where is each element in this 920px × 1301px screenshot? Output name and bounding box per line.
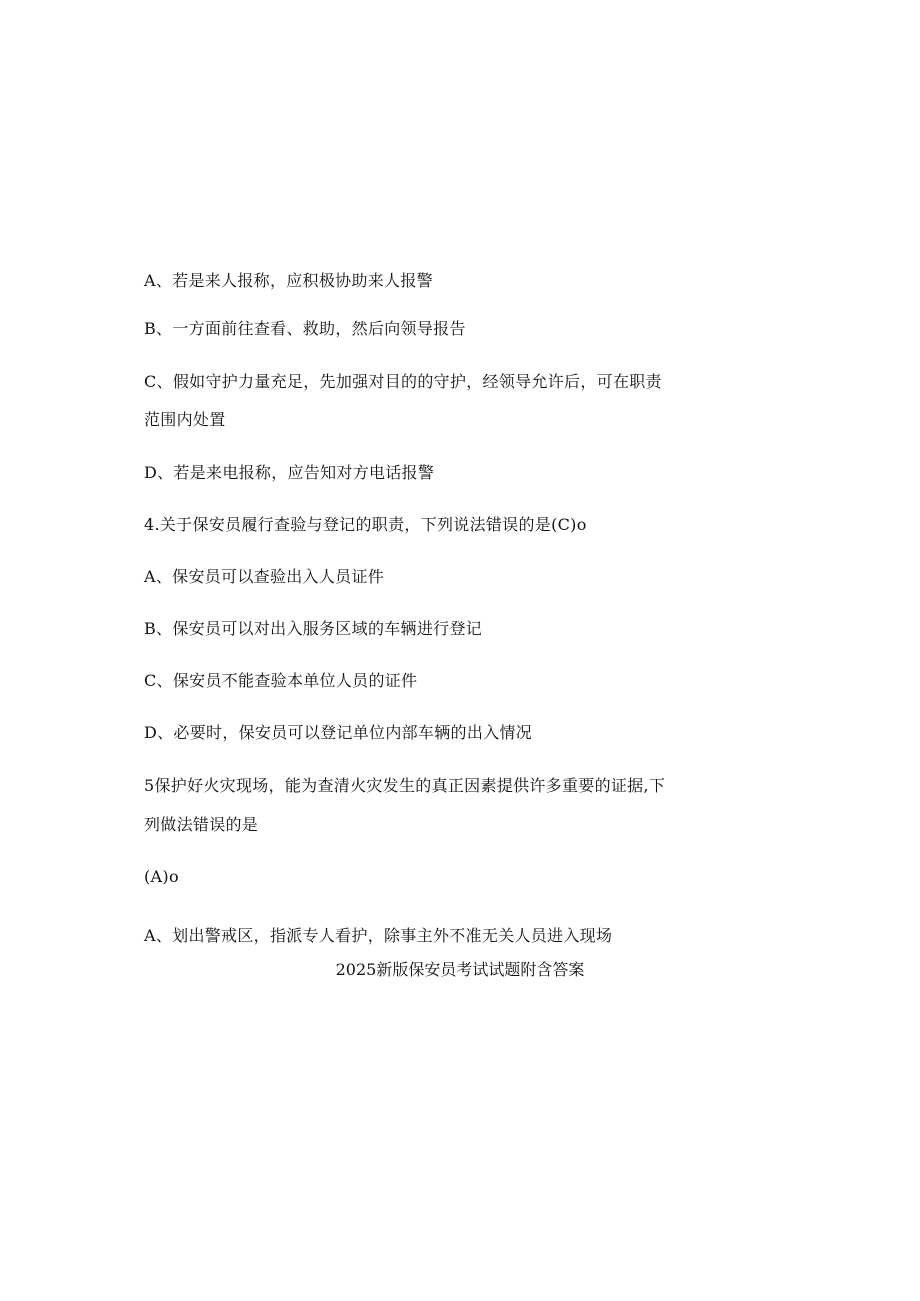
q3-option-b: B、一方面前往查看、救助，然后向领导报告: [144, 319, 466, 338]
q4-option-a: A、保安员可以查验出入人员证件: [144, 567, 385, 586]
q3-option-c-line1: C、假如守护力量充足，先加强对目的的守护，经领导允许后，可在职责: [144, 372, 662, 391]
q4-option-c: C、保安员不能查验本单位人员的证件: [144, 671, 418, 690]
q4-option-d: D、必要时，保安员可以登记单位内部车辆的出入情况: [144, 723, 533, 742]
q5-stem-line1: 5保护好火灾现场，能为查清火灾发生的真正因素提供许多重要的证据,下: [144, 776, 666, 795]
q5-stem-line2: 列做法错误的是: [144, 815, 259, 834]
q4-stem: 4.关于保安员履行查验与登记的职责，下列说法错误的是(C)o: [144, 515, 587, 534]
document-title: 2025新版保安员考试试题附含答案: [335, 960, 585, 979]
q5-answer: (A)o: [144, 867, 179, 886]
q3-option-c-line2: 范围内处置: [144, 410, 226, 429]
q5-option-a: A、划出警戒区，指派专人看护，除事主外不准无关人员进入现场: [144, 926, 613, 945]
q3-option-a: A、若是来人报称，应积极协助来人报警: [144, 271, 433, 290]
q3-option-d: D、若是来电报称，应告知对方电话报警: [144, 463, 435, 482]
q4-option-b: B、保安员可以对出入服务区域的车辆进行登记: [144, 619, 483, 638]
